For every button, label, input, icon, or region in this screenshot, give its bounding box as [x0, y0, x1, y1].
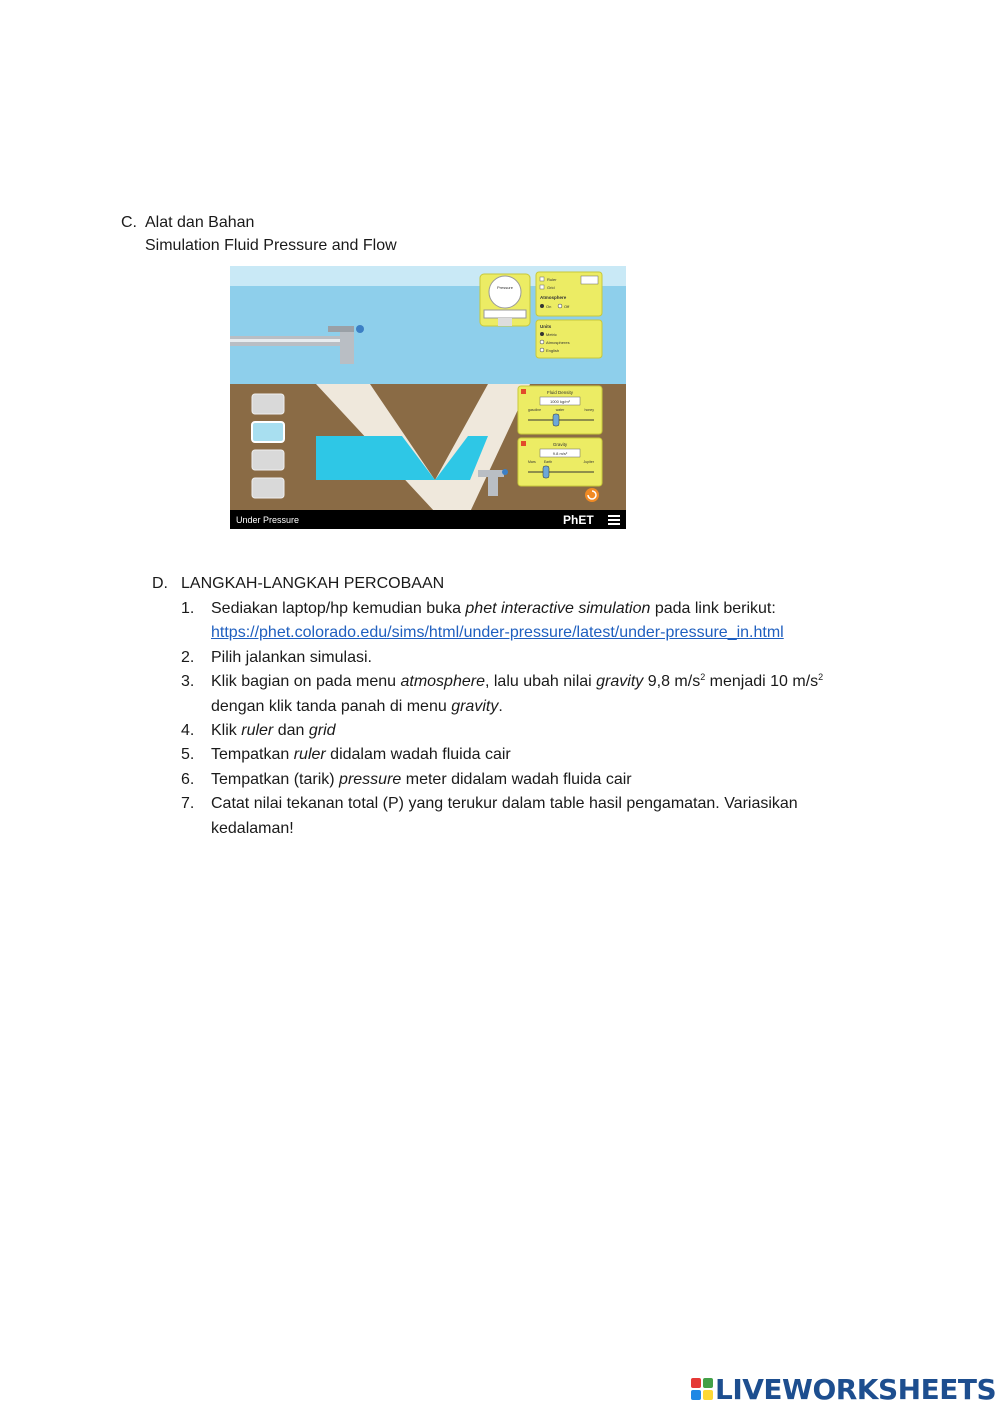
- svg-text:1000 kg/m³: 1000 kg/m³: [549, 399, 571, 404]
- list-item: 5. Tempatkan ruler didalam wadah fluida cair: [181, 746, 511, 764]
- svg-text:Fluid Density: Fluid Density: [546, 390, 574, 395]
- svg-text:Mars: Mars: [528, 460, 536, 464]
- section-d-title: LANGKAH-LANGKAH PERCOBAAN: [181, 575, 445, 592]
- svg-text:Off: Off: [564, 304, 570, 309]
- phet-link[interactable]: https://phet.colorado.edu/sims/html/under-pressure/latest/under-pressure_in.html: [211, 624, 784, 642]
- section-d-label: D.: [152, 575, 168, 592]
- list-item: 6. Tempatkan (tarik) pressure meter didalam wadah fluida cair: [181, 770, 632, 788]
- svg-text:Metric: Metric: [546, 332, 557, 337]
- list-item: 3. Klik bagian on pada menu atmosphere, lalu ubah nilai gravity 9,8 $m/s^2$ menjadi 10 $m/s^2$ dengan klik tanda panah di menu gravity.: [181, 672, 824, 715]
- svg-text:Under Pressure: Under Pressure: [236, 515, 300, 525]
- svg-text:Atmosphere: Atmosphere: [540, 295, 567, 300]
- svg-text:9.8 m/s²: 9.8 m/s²: [552, 451, 568, 456]
- steps-list: [181, 597, 881, 841]
- svg-text:Atmospheres: Atmospheres: [546, 340, 570, 345]
- svg-text:Grid: Grid: [547, 285, 555, 290]
- svg-text:honey: honey: [584, 408, 594, 412]
- section-d-heading: [152, 573, 444, 595]
- section-c-title: Alat dan Bahan: [145, 214, 255, 231]
- svg-text:On: On: [546, 304, 552, 309]
- list-item: 1. Sediakan laptop/hp kemudian buka phet interactive simulation pada link berikut: https://phet.colorado.edu/sims/html/under-pressure/latest/under-pressure_in.html: [181, 600, 784, 642]
- svg-text:Ruler: Ruler: [547, 277, 557, 282]
- logo-text: LIVEWORKSHEETS: [715, 1372, 997, 1406]
- units-panel: [536, 320, 602, 358]
- svg-text:English: English: [546, 348, 560, 353]
- logo-icon: [691, 1378, 713, 1400]
- reset-button: [585, 488, 599, 502]
- pressure-meter: [480, 274, 530, 326]
- svg-text:Units: Units: [540, 324, 552, 329]
- svg-text:gasoline: gasoline: [528, 408, 542, 412]
- list-item: 2. Pilih jalankan simulasi.: [181, 648, 372, 666]
- liveworksheets-logo: [691, 1374, 996, 1404]
- simulation-screenshot: [230, 266, 626, 529]
- svg-text:Pressure: Pressure: [496, 285, 514, 290]
- svg-text:Earth: Earth: [543, 460, 553, 464]
- svg-text:PhET: PhET: [563, 513, 594, 527]
- section-c-label: C.: [121, 214, 137, 231]
- ruler-grid-atmosphere-panel: [536, 272, 602, 316]
- svg-text:Jupiter: Jupiter: [583, 460, 594, 464]
- list-item: 4. Klik ruler dan grid: [181, 722, 336, 740]
- fluid-density-panel: [518, 386, 602, 434]
- svg-text:Gravity: Gravity: [552, 442, 568, 447]
- section-c-heading: [121, 212, 254, 234]
- gravity-panel: [518, 438, 602, 486]
- section-c-subtitle: Simulation Fluid Pressure and Flow: [145, 237, 397, 254]
- list-item: 7. Catat nilai tekanan total (P) yang terukur dalam table hasil pengamatan. Variasikan kedalaman!: [181, 795, 798, 837]
- svg-text:water: water: [555, 408, 565, 412]
